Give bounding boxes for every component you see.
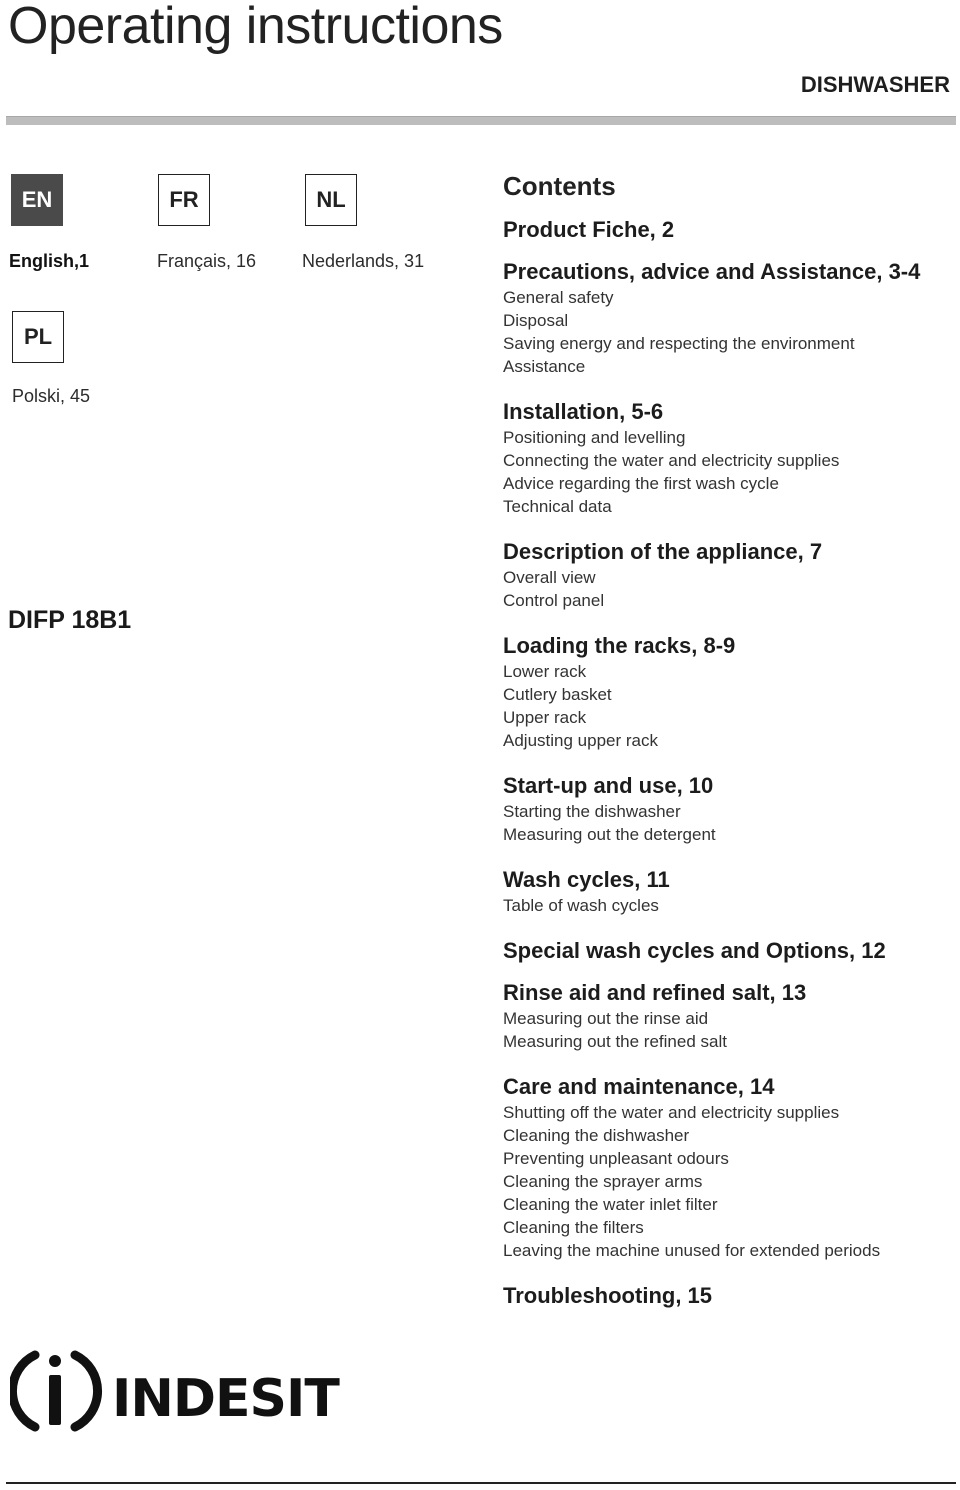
toc-item: Technical data	[503, 497, 612, 516]
toc-section	[503, 866, 953, 917]
toc-section-title: Product Fiche, 2	[503, 217, 675, 242]
toc-item: Cleaning the sprayer arms	[503, 1172, 703, 1191]
lang-label-nl[interactable]: Nederlands, 31	[302, 251, 425, 271]
toc-item: Saving energy and respecting the environment	[503, 334, 855, 353]
toc-section-title: Loading the racks, 8-9	[503, 633, 736, 658]
lang-tab-fr[interactable]: FR	[158, 174, 210, 226]
toc-section	[503, 1282, 953, 1310]
table-of-contents	[503, 170, 953, 1324]
toc-item: Cleaning the filters	[503, 1218, 644, 1237]
toc-item: Table of wash cycles	[503, 896, 659, 915]
toc-item: Cleaning the water inlet filter	[503, 1195, 718, 1214]
lang-tab-nl[interactable]: NL	[305, 174, 357, 226]
lang-tab-pl[interactable]: PL	[12, 311, 64, 363]
toc-section	[503, 216, 953, 244]
toc-item: Disposal	[503, 311, 569, 330]
toc-section-title: Troubleshooting, 15	[503, 1283, 713, 1308]
toc-section-title: Rinse aid and refined salt, 13	[503, 980, 807, 1005]
toc-section	[503, 1073, 953, 1262]
toc-section	[503, 632, 953, 752]
indesit-logo	[10, 1345, 340, 1437]
toc-item: Starting the dishwasher	[503, 802, 681, 821]
indesit-wordmark: INDESIT	[112, 1369, 339, 1429]
toc-item: Lower rack	[503, 662, 587, 681]
toc-section	[503, 772, 953, 846]
toc-item: Cleaning the dishwasher	[503, 1126, 690, 1145]
toc-item: Advice regarding the first wash cycle	[503, 474, 779, 493]
toc-section	[503, 398, 953, 518]
toc-item: General safety	[503, 288, 614, 307]
toc-section-title: Description of the appliance, 7	[503, 539, 823, 564]
page-title: Operating instructions	[8, 0, 503, 55]
toc-item: Shutting off the water and electricity supplies	[503, 1103, 840, 1122]
indesit-logo-icon	[12, 1355, 97, 1427]
toc-item: Assistance	[503, 357, 586, 376]
model-number: DIFP 18B1	[8, 606, 132, 634]
toc-section	[503, 937, 953, 965]
toc-section	[503, 258, 953, 378]
contents-heading: Contents	[503, 171, 616, 201]
toc-item: Measuring out the rinse aid	[503, 1009, 709, 1028]
toc-item: Measuring out the refined salt	[503, 1032, 727, 1051]
toc-section	[503, 538, 953, 612]
toc-item: Adjusting upper rack	[503, 731, 658, 750]
toc-item: Connecting the water and electricity supplies	[503, 451, 840, 470]
toc-item: Preventing unpleasant odours	[503, 1149, 729, 1168]
toc-section-title: Special wash cycles and Options, 12	[503, 938, 886, 963]
toc-section-title: Installation, 5-6	[503, 399, 664, 424]
lang-label-pl[interactable]: Polski, 45	[12, 386, 91, 406]
lang-tab-en[interactable]: EN	[11, 174, 63, 226]
header-divider	[6, 116, 956, 125]
toc-item: Positioning and levelling	[503, 428, 686, 447]
toc-section-title: Care and maintenance, 14	[503, 1074, 775, 1099]
toc-section-title: Precautions, advice and Assistance, 3-4	[503, 259, 921, 284]
toc-section-title: Wash cycles, 11	[503, 867, 670, 892]
toc-item: Control panel	[503, 591, 605, 610]
footer-divider	[6, 1482, 956, 1484]
product-type: DISHWASHER	[800, 72, 950, 97]
lang-label-fr[interactable]: Français, 16	[157, 251, 257, 271]
toc-item: Overall view	[503, 568, 596, 587]
toc-item: Cutlery basket	[503, 685, 612, 704]
lang-label-en[interactable]: English,1	[9, 251, 90, 271]
toc-section	[503, 979, 953, 1053]
toc-item: Measuring out the detergent	[503, 825, 716, 844]
toc-item: Upper rack	[503, 708, 587, 727]
toc-item: Leaving the machine unused for extended periods	[503, 1241, 881, 1260]
toc-section-title: Start-up and use, 10	[503, 773, 714, 798]
